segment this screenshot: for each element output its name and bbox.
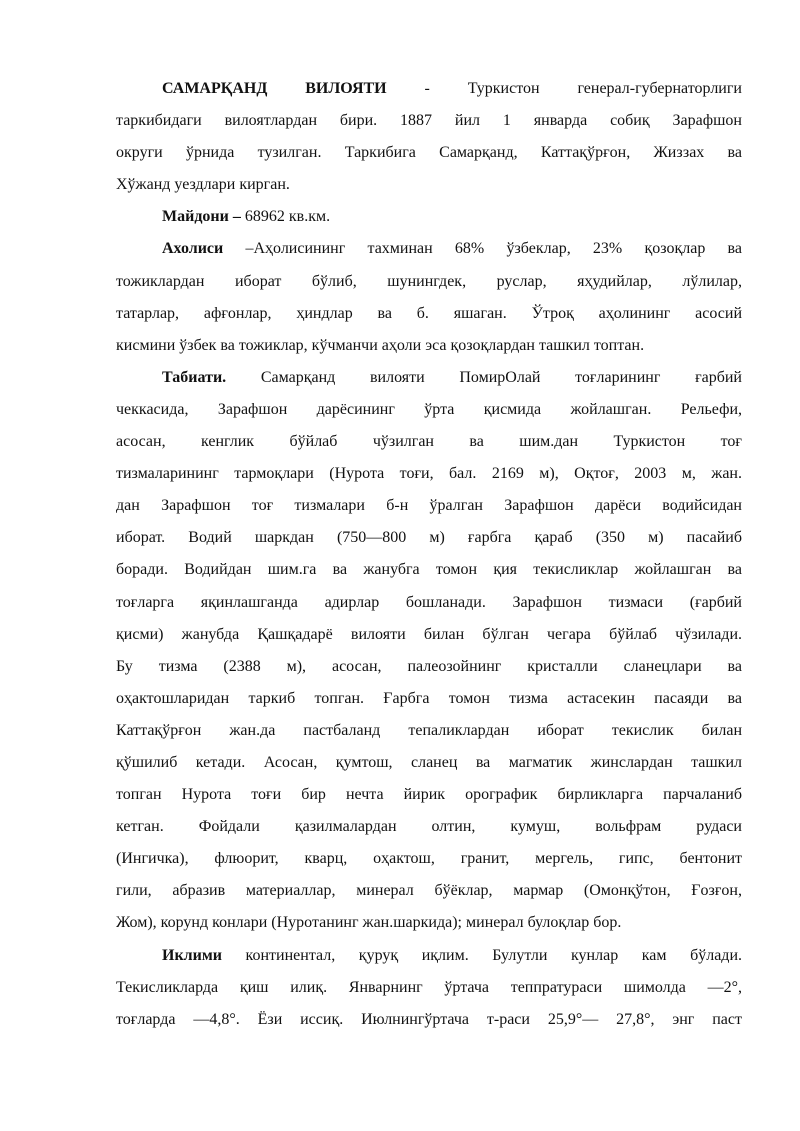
paragraph-climate xyxy=(116,940,742,1036)
paragraph-population xyxy=(116,233,742,361)
text-line: кетган. Фойдали қазилмалардан олтин, кумуш, вольфрам рудаси xyxy=(116,818,742,836)
text-line: оҳактошларидан таркиб топган. Ғарбга томон тизма астасекин пасаяди ва xyxy=(116,689,742,707)
text-line: Хўжанд уездлари кирган. xyxy=(116,176,290,194)
paragraph-area xyxy=(116,201,742,233)
text-line: тизмаларининг тармоқлари (Нурота тоғи, бал. 2169 м), Оқтоғ, 2003 м, жан. xyxy=(116,465,742,483)
heading-nature: Табиати. xyxy=(162,368,227,386)
text-line: қўшилиб кетади. Асосан, қумтош, сланец ва магматик жинслардан ташкил xyxy=(116,753,742,771)
text-line: татарлар, афғонлар, ҳиндлар ва б. яшаган. Ўтроқ аҳолининг асосий xyxy=(116,304,742,322)
text-line xyxy=(116,940,742,972)
text-line: округи ўрнида тузилган. Таркибига Самарқанд, Каттақўрғон, Жиззах ва xyxy=(116,144,742,162)
text-line: иборат. Водий шаркдан (750—800 м) ғарбга қараб (350 м) пасайиб xyxy=(116,529,742,547)
text-line: Каттақўрғон жан.да пастбаланд тепаликлардан иборат текислик билан xyxy=(116,721,742,739)
text-line: Жом), корунд конлари (Нуротанинг жан.шаркида); минерал булоқлар бор. xyxy=(116,914,622,932)
heading-samarkand-region: САМАРҚАНД ВИЛОЯТИ xyxy=(162,80,387,97)
text-line-content: –Аҳолисининг тахминан 68% ўзбеклар, 23% қозоқлар ва xyxy=(223,240,742,258)
text-line: дан Зарафшон тоғ тизмалари б-н ўралган Зарафшон дарёси водийсидан xyxy=(116,497,742,515)
text-line-content: Самарқанд вилояти ПомирОлай тоғларининг ғарбий xyxy=(226,368,742,386)
text-line: қисми) жанубда Қашқадарё вилояти билан бўлган чегара бўйлаб чўзилади. xyxy=(116,625,742,643)
heading-climate: Иклими xyxy=(162,946,222,964)
text-line: чеккасида, Зарафшон дарёсининг ўрта қисмида жойлашган. Рельефи, xyxy=(116,400,742,418)
text-line: тожиклардан иборат бўлиб, шунингдек, руслар, яҳудийлар, лўлилар, xyxy=(116,272,742,290)
text-line: Бу тизма (2388 м), асосан, палеозойнинг кристалли сланецлари ва xyxy=(116,657,742,675)
document-page xyxy=(116,73,742,1036)
text-line: Текисликларда қиш илиқ. Январнинг ўртача теппратураси шимолда —2°, xyxy=(116,978,742,996)
text-line: топган Нурота тоғи бир нечта йирик орографик бирликларга парчаланиб xyxy=(116,786,742,804)
text-line xyxy=(116,201,742,233)
text-line-content: - Туркистон генерал-губернаторлиги xyxy=(386,80,742,97)
paragraph-samarkand-intro xyxy=(116,73,742,201)
text-line: боради. Водийдан шим.га ва жанубга томон қия текисликлар жойлашган ва xyxy=(116,561,742,579)
text-line: тоғларда —4,8°. Ёзи иссиқ. Июлнингўртача т-раси 25,9°— 27,8°, энг паст xyxy=(116,1010,742,1028)
text-line: асосан, кенглик бўйлаб чўзилган ва шим.дан Туркистон тоғ xyxy=(116,433,742,451)
text-line xyxy=(116,73,742,105)
text-line-content: 68962 кв.км. xyxy=(240,208,331,226)
heading-population: Ахолиси xyxy=(162,240,224,258)
text-line: таркибидаги вилоятлардан бири. 1887 йил 1 январда собиқ Зарафшон xyxy=(116,112,742,130)
text-line: гили, абразив материаллар, минерал бўёклар, мармар (Омонқўтон, Ғозғон, xyxy=(116,882,742,900)
heading-area: Майдони – xyxy=(162,208,241,226)
paragraph-nature xyxy=(116,362,742,940)
text-line: тоғларга яқинлашганда адирлар бошланади. Зарафшон тизмаси (ғарбий xyxy=(116,593,742,611)
text-line: кисмини ўзбек ва тожиклар, кўчманчи аҳоли эса қозоқлардан ташкил топтан. xyxy=(116,336,645,354)
text-line xyxy=(116,362,742,394)
text-line xyxy=(116,233,742,265)
text-line: (Ингичка), флюорит, кварц, оҳактош, гранит, мергель, гипс, бентонит xyxy=(116,850,742,868)
text-line-content: континентал, қуруқ иқлим. Булутли кунлар кам бўлади. xyxy=(221,946,742,964)
